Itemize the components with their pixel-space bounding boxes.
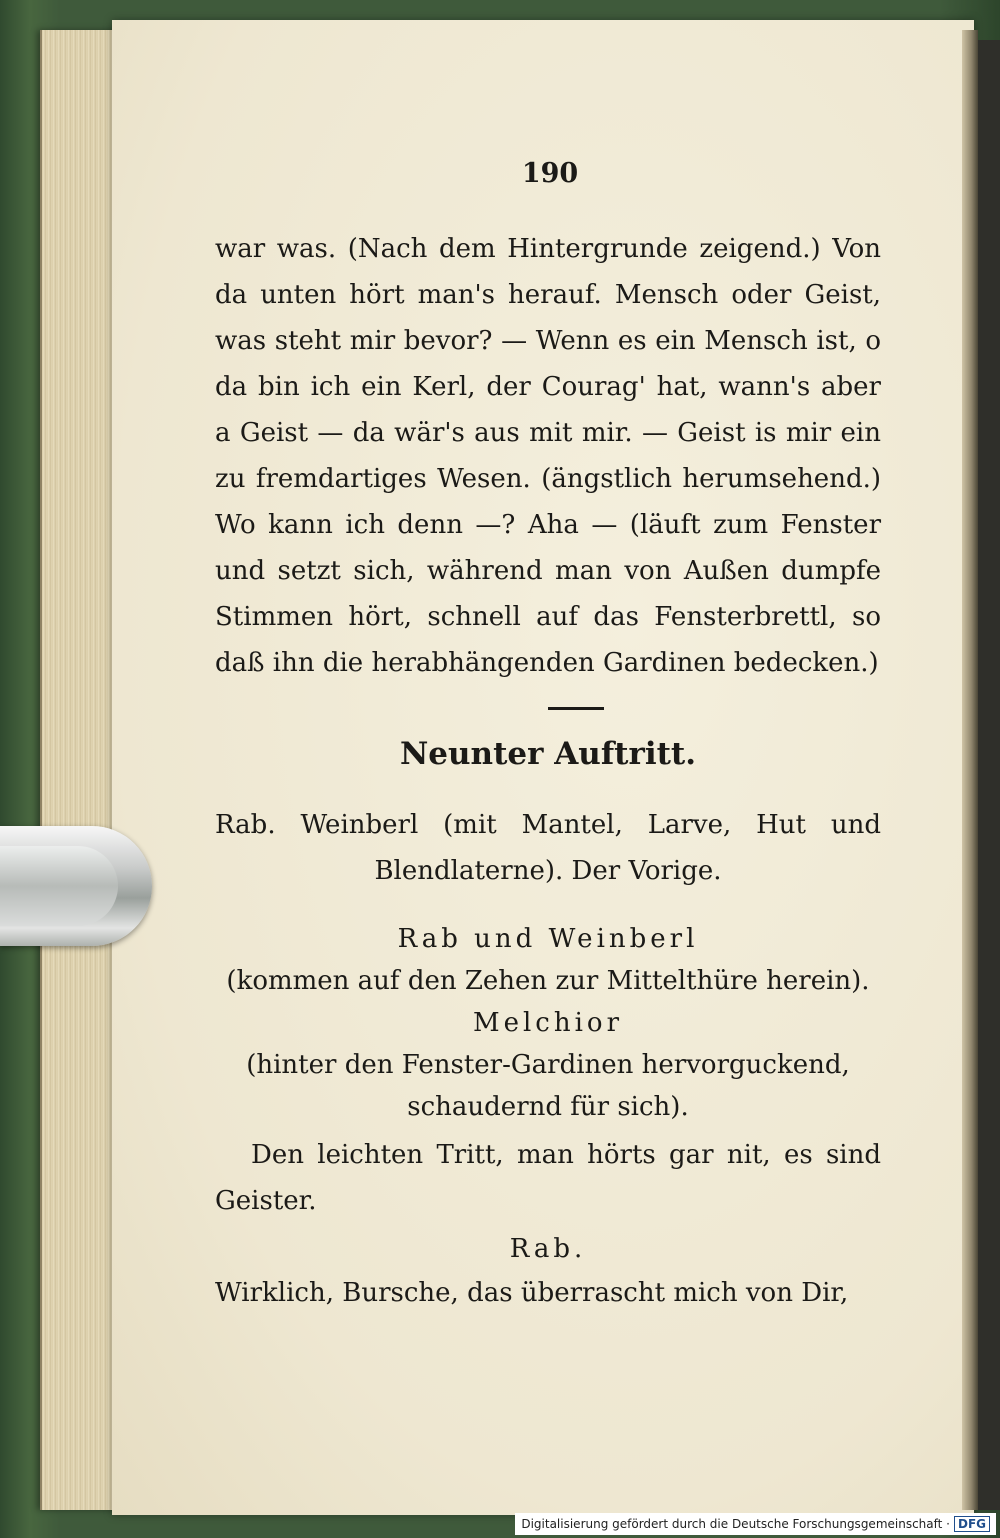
cast-list	[215, 802, 881, 894]
scene-heading: Neunter Auftritt.	[399, 736, 697, 772]
cast-line-1: Rab. Weinberl (mit Mantel, Larve, Hut und	[215, 810, 881, 840]
book-gutter	[962, 30, 978, 1510]
speech-rab: Wirklich, Bursche, das überrascht mich von Dir,	[215, 1278, 849, 1308]
speech-melchior: Den leichten Tritt, man hörts gar nit, es sind Geister.	[215, 1140, 881, 1216]
speaker-name: Rab.	[509, 1234, 587, 1264]
section-divider	[548, 707, 604, 710]
page-number: 190	[521, 158, 579, 189]
cast-line-2: Blendlaterne). Der Vorige.	[374, 856, 722, 886]
scan-edge	[978, 40, 1000, 1510]
digitization-footer	[515, 1513, 996, 1535]
page-clip	[0, 826, 152, 946]
dfg-logo: DFG	[954, 1516, 990, 1532]
paragraph-monologue: war was. (Nach dem Hintergrunde zeigend.) Von da unten hört man's herauf. Mensch oder Geist, was steht mir bevor? — Wenn es ein Mensch ist, o da bin ich ein Kerl, der Courag' hat, wann's aber a Geist — da wär's aus mit mir. — Geist is mir ein zu fremdartiges Wesen. (ängstlich herumsehend.) Wo kann ich denn —? Aha — (läuft zum Fenster und setzt sich, während man von Außen dumpfe Stimmen hört, schnell auf das Fensterbrettl, so daß ihn die herabhängenden Gardinen bedecken.)	[215, 234, 881, 678]
speaker-name: Melchior	[472, 1008, 624, 1038]
speaker-name: Rab und Weinberl	[397, 924, 699, 954]
stage-direction-text: (kommen auf den Zehen zur Mittelthüre herein).	[226, 966, 870, 996]
page-clip-inner	[0, 846, 118, 926]
stage-direction-text: (hinter den Fenster-Gardinen hervorguckend, schaudernd für sich).	[246, 1050, 850, 1122]
stage-direction-2	[215, 1002, 881, 1128]
stage-direction-1	[215, 918, 881, 1002]
footer-text: Digitalisierung gefördert durch die Deutsche Forschungsgemeinschaft ·	[521, 1517, 950, 1531]
